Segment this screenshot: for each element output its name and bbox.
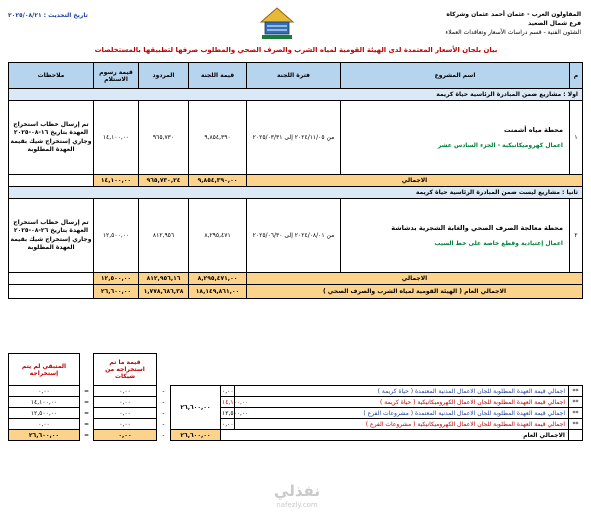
total-value: ٩,٨٥٤,٣٩٠,٠٠: [189, 175, 247, 187]
total-returned: ٩٦٥,٧٣٠,٢٤: [139, 175, 189, 187]
summary-grand-label: الاجمالي العام: [221, 430, 569, 441]
section-title-row: [9, 187, 583, 199]
grand-value: ١٨,١٤٩,٨٦١,٠٠: [189, 285, 247, 299]
summary-label: اجمالي قيمة العهدة المطلوبة للجان الاعمال المدنية المعتمدة ( مشروعات الفرع ): [235, 408, 569, 419]
page-title: بيان بلجان الأسعار المعتمدة لدى الهيئة القومية لمياه الشرب والصرف الصحي والمطلوب صرفها لتطبيقها بالمستخلصات: [94, 46, 498, 54]
section-title: اولا : مشاريع ضمن المبادرة الرئاسية حياة كريمة: [9, 89, 583, 101]
summary-grand-remaining: ٢٦,٦٠٠,٠٠: [9, 430, 80, 441]
company-line-3: الشئون الفنية - قسم دراسات الأسعار وتعاقدات العملاء: [445, 28, 581, 36]
row-returned: ٩٦٥,٧٣٠: [139, 101, 189, 175]
summary-grand-value: ٢٦,٦٠٠,٠٠: [171, 430, 221, 441]
header-project: اسم المشروع: [341, 63, 570, 89]
header-period: فترة اللجنة: [247, 63, 341, 89]
grand-total-row: [9, 285, 583, 299]
table-row: [9, 101, 583, 175]
summary-remaining: ١٢,٥٠٠,٠٠: [9, 408, 80, 419]
summary-total: ٢٦,٦٠٠,٠٠: [171, 386, 221, 430]
summary-value: ١٤,١٠٠,٠٠: [222, 398, 249, 406]
header-fee: قيمة رسوم الاستلام: [94, 63, 139, 89]
summary-header-extracted: قيمة ما تم استخراجه من شيكات: [94, 354, 157, 386]
summary-row: ٠,٠٠ = ٠,٠٠ - ٢٦,٦٠٠,٠٠ ٠,٠٠ اجمالي قيمة العهدة المطلوبة للجان الاعمال المدنية المعتمدة ( حياة كريمة ) **: [9, 386, 583, 397]
header-num: م: [570, 63, 583, 89]
row-value: ٩,٨٥٤,٣٩٠: [189, 101, 247, 175]
total-label: الاجمالي: [247, 175, 583, 187]
update-date-value: ٢٠٢٥/٠٨/٢١: [8, 12, 42, 19]
table-row: [9, 199, 583, 273]
row-num: ٢: [570, 199, 583, 273]
table-header-row: [9, 63, 583, 89]
summary-mark: **: [569, 386, 583, 397]
watermark-arabic: نفذلي: [274, 482, 320, 500]
row-notes: تم إرسال خطاب استخراج العهدة بتاريخ ٢٦-٠٨-٢٠٢٥ وجاري إستخراج شيك بقيمة العهدة المطلوبة: [9, 199, 94, 273]
committees-table: [8, 62, 583, 299]
company-line-1: المقاولون العرب - عثمان أحمد عثمان وشركاه: [446, 11, 581, 18]
watermark-latin: nafezly.com: [276, 501, 318, 509]
summary-header-row: [9, 354, 583, 386]
company-info: [445, 12, 581, 37]
project-sub: اعمال كهروميكانيكية - الجزء السادس عشر: [437, 142, 563, 149]
section-total-row: [9, 273, 583, 285]
row-notes: تم إرسال خطاب استخراج العهدة بتاريخ ١٦-٠٨-٢٠٢٥ وجاري إستخراج شيك بقيمة العهدة المطلوبة: [9, 101, 94, 175]
summary-row: ٠,٠٠ = ٠,٠٠ - ٠,٠٠ اجمالي قيمة العهدة المطلوبة للجان الاعمال الكهروميكانيكية ( مشروعات الفرع ) **: [9, 419, 583, 430]
total-label: الاجمالي: [247, 273, 583, 285]
section-total-row: [9, 175, 583, 187]
summary-extracted: ٠,٠٠: [94, 386, 157, 397]
summary-label: اجمالي قيمة العهدة المطلوبة للجان الاعمال الكهروميكانيكية ( مشروعات الفرع ): [235, 419, 569, 430]
summary-remaining: ١٤,١٠٠,٠٠: [9, 397, 80, 408]
summary-grand-extracted: ٠,٠٠: [94, 430, 157, 441]
summary-header-remaining: المتبقي لم يتم إستخراجه: [9, 354, 80, 386]
section-title-row: [9, 89, 583, 101]
summary-table: [8, 353, 583, 441]
project-sub: اعمال إعتيادية وقطع خاصة على خط السيب: [434, 240, 563, 247]
row-project: [341, 199, 570, 273]
row-returned: ٨١٢,٩٥٦: [139, 199, 189, 273]
row-fee: ١٢,٥٠٠,٠٠: [94, 199, 139, 273]
project-name: محطة معالجة الصرف الصحي والغابة الشجرية بدشاشة: [391, 224, 563, 232]
summary-extracted: ٠,٠٠: [94, 419, 157, 430]
total-fee: ١٤,١٠٠,٠٠: [94, 175, 139, 187]
grand-label: الاجمالي العام ( الهيئة القومية لمياه الشرب والصرف الصحي ): [247, 285, 583, 299]
summary-value: ١٢,٥٠٠,٠٠: [222, 409, 249, 417]
header-returned: المردود: [139, 63, 189, 89]
summary-extracted: ٠,٠٠: [94, 397, 157, 408]
row-period: من ٢٠٢٤/١١/٠٥ إلى ٢٠٢٥/٠٣/٣١: [247, 101, 341, 175]
project-name: محطة مياه أشمنت: [504, 126, 563, 134]
watermark: [261, 484, 333, 509]
summary-mark: **: [569, 397, 583, 408]
summary-extracted: ٠,٠٠: [94, 408, 157, 419]
summary-row: ١٢,٥٠٠,٠٠ = ٠,٠٠ - ١٢,٥٠٠,٠٠ اجمالي قيمة العهدة المطلوبة للجان الاعمال المدنية المعتمدة ( مشروعات الفرع ) **: [9, 408, 583, 419]
summary-remaining: ٠,٠٠: [9, 419, 80, 430]
total-value: ٨,٢٩٥,٤٧١,٠٠: [189, 273, 247, 285]
total-returned: ٨١٢,٩٥٦,١٦: [139, 273, 189, 285]
grand-returned: ١,٧٧٨,٦٨٦,٣٨: [139, 285, 189, 299]
summary-row: ١٤,١٠٠,٠٠ = ٠,٠٠ - ١٤,١٠٠,٠٠ اجمالي قيمة العهدة المطلوبة للجان الاعمال الكهروميكانيكية ( حياة كريمة ) **: [9, 397, 583, 408]
summary-value: ٠,٠٠: [222, 387, 234, 395]
section-title: ثانيا : مشاريع ليست ضمن المبادرة الرئاسية حياة كريمة: [9, 187, 583, 199]
summary-value: ٠,٠٠: [222, 420, 234, 428]
update-date: [8, 13, 88, 20]
summary-grand-row: ٢٦,٦٠٠,٠٠ = ٠,٠٠ - ٢٦,٦٠٠,٠٠ الاجمالي العام: [9, 430, 583, 441]
summary-mark: **: [569, 408, 583, 419]
row-value: ٨,٢٩٥,٤٧١: [189, 199, 247, 273]
header-value: قيمة اللجنة: [189, 63, 247, 89]
row-fee: ١٤,١٠٠,٠٠: [94, 101, 139, 175]
company-line-2: فرع شمال الصعيد: [528, 19, 581, 27]
summary-label: اجمالي قيمة العهدة المطلوبة للجان الاعمال الكهروميكانيكية ( حياة كريمة ): [235, 397, 569, 408]
summary-mark: **: [569, 419, 583, 430]
total-fee: ١٢,٥٠٠,٠٠: [94, 273, 139, 285]
company-logo: [256, 6, 298, 42]
header-notes: ملاحظات: [9, 63, 94, 89]
row-project: [341, 101, 570, 175]
row-period: من ٢٠٢٤/٠٨/٠١ إلى ٢٠٢٥/٠٦/٣٠: [247, 199, 341, 273]
update-date-label: تاريخ التحديث :: [43, 12, 88, 19]
row-num: ١: [570, 101, 583, 175]
summary-label: اجمالي قيمة العهدة المطلوبة للجان الاعمال المدنية المعتمدة ( حياة كريمة ): [235, 386, 569, 397]
summary-remaining: ٠,٠٠: [9, 386, 80, 397]
grand-fee: ٢٦,٦٠٠,٠٠: [94, 285, 139, 299]
